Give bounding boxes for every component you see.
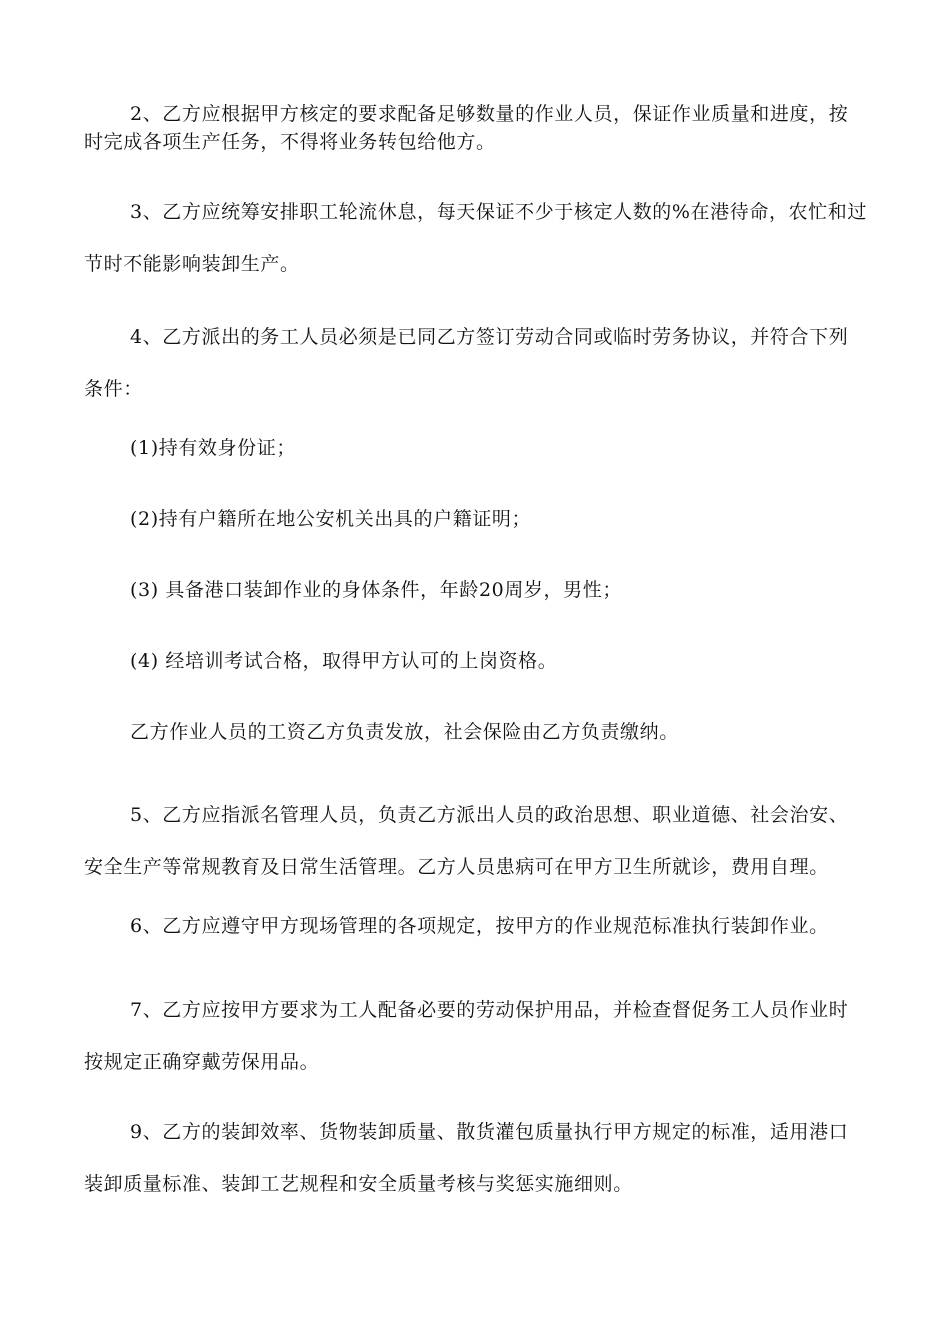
clause-6-text: 6、乙方应遵守甲方现场管理的各项规定，按甲方的作业规范标准执行装卸作业。	[130, 915, 829, 937]
condition-3-text: (3) 具备港口装卸作业的身体条件，年龄20周岁，男性；	[130, 579, 622, 601]
clause-5-line-1: 5、乙方应指派名管理人员，负责乙方派出人员的政治思想、职业道德、社会治安、	[130, 804, 849, 826]
clause-3-line-1: 3、乙方应统筹安排职工轮流休息，每天保证不少于核定人数的%在港待命，农忙和过	[130, 201, 867, 223]
clause-4-line-1: 4、乙方派出的务工人员必须是已同乙方签订劳动合同或临时劳务协议，并符合下列	[130, 326, 849, 348]
clause-2-line-1: 2、乙方应根据甲方核定的要求配备足够数量的作业人员，保证作业质量和进度，按	[130, 103, 849, 125]
clause-4-line-2: 条件：	[84, 378, 143, 400]
clause-7-line-1: 7、乙方应按甲方要求为工人配备必要的劳动保护用品，并检查督促务工人员作业时	[130, 999, 849, 1021]
clause-5	[84, 789, 884, 893]
clause-4	[84, 311, 884, 415]
clause-9	[84, 1106, 884, 1210]
clause-9-line-2: 装卸质量标准、装卸工艺规程和安全质量考核与奖惩实施细则。	[84, 1173, 633, 1195]
condition-1-text: (1)持有效身份证；	[130, 437, 296, 459]
condition-2-text: (2)持有户籍所在地公安机关出具的户籍证明；	[130, 508, 532, 530]
condition-4-text: (4) 经培训考试合格，取得甲方认可的上岗资格。	[130, 650, 558, 672]
clause-7-line-2: 按规定正确穿戴劳保用品。	[84, 1051, 320, 1073]
clause-6	[84, 912, 884, 940]
clause-2-line-2: 时完成各项生产任务，不得将业务转包给他方。	[84, 131, 496, 153]
clause-2	[84, 100, 884, 156]
condition-3	[84, 576, 884, 604]
clause-9-line-1: 9、乙方的装卸效率、货物装卸质量、散货灌包质量执行甲方规定的标准，适用港口	[130, 1121, 849, 1143]
clause-7	[84, 984, 884, 1088]
condition-4	[84, 647, 884, 675]
condition-1	[84, 434, 884, 462]
wage-paragraph	[84, 718, 884, 746]
clause-5-line-2: 安全生产等常规教育及日常生活管理。乙方人员患病可在甲方卫生所就诊，费用自理。	[84, 856, 829, 878]
clause-3-line-2: 节时不能影响装卸生产。	[84, 253, 300, 275]
clause-3	[84, 186, 884, 290]
condition-2	[84, 505, 884, 533]
wage-text: 乙方作业人员的工资乙方负责发放，社会保险由乙方负责缴纳。	[130, 721, 679, 743]
